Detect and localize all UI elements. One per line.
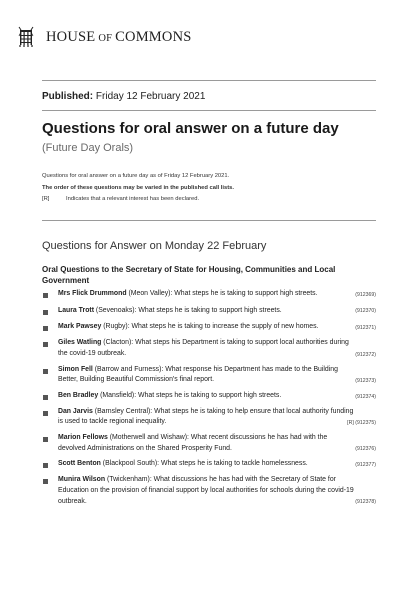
question-text: (Rugby): What steps he is taking to increase the supply of new homes. [101,323,319,331]
bullet-icon [43,326,48,331]
bullet-icon [43,342,48,347]
question-item [42,338,376,359]
org-name-of: OF [98,32,113,44]
question-list [42,289,376,507]
question-text: (Blackpool South): What steps he is taking to tackle homelessness. [100,460,308,468]
header [16,24,192,50]
intro-line-order: The order of these questions may be varied in the published call lists. [42,184,234,191]
bullet-icon [43,310,48,315]
org-name-house: HOUSE [46,28,96,45]
member-name: Ben Bradley [58,391,99,399]
org-name [46,29,192,46]
published-line [42,91,205,102]
section-heading: Questions for Answer on Monday 22 February [42,240,267,252]
member-name: Mrs Flick Drummond [58,290,127,297]
question-text: (Meon Valley): What steps he is taking to support high streets. [126,290,318,297]
question-number: (912370) [355,308,376,315]
question-number: (912373) [355,377,376,384]
intro-notes [42,171,376,206]
question-number: [R] (912375) [347,420,376,427]
question-number: (912377) [355,462,376,469]
question-number: (912372) [355,351,376,358]
question-item [42,365,376,386]
r-tag: [R] [42,196,50,202]
member-name: Mark Pawsey [58,323,102,331]
portcullis-logo-icon [16,25,36,49]
question-number: (912369) [355,291,376,298]
question-text: (Clacton): What steps his Department is taking to support local authorities during the covid-19 outbreak. [58,339,349,357]
department-heading: Oral Questions to the Secretary of State for Housing, Communities and Local Government [42,265,336,285]
question-item [42,433,376,454]
question-item [42,407,376,428]
question-item [42,289,376,300]
member-name: Laura Trott [58,306,94,314]
question-number: (912378) [355,499,376,506]
question-text: (Twickenham): What discussions he has had with the Secretary of State for Education on the provision of financial support by local authorities for schools during the covid-19 outbreak. [58,476,354,505]
bullet-icon [43,369,48,374]
member-name: Marion Fellows [58,434,108,442]
question-number: (912371) [355,325,376,332]
question-item [42,391,376,402]
bullet-icon [43,411,48,416]
member-name: Simon Fell [58,365,93,373]
question-item [42,306,376,317]
question-item [42,322,376,333]
question-item [42,475,376,507]
member-name: Scott Benton [58,460,101,468]
question-number: (912376) [355,446,376,453]
bullet-icon [43,293,48,298]
member-name: Munira Wilson [58,476,106,484]
question-text: (Motherwell and Wishaw): What recent discussions he has had with the devolved Administrations on the Shared Prosperity Fund. [58,434,328,452]
page-subtitle: (Future Day Orals) [42,142,134,154]
divider-top [42,80,376,81]
bullet-icon [43,479,48,484]
published-label: Published: [42,91,94,102]
member-name: Giles Watling [58,339,102,347]
bullet-icon [43,437,48,442]
member-name: Dan Jarvis [58,407,93,415]
divider-published [42,110,376,111]
question-item [42,459,376,470]
bullet-icon [43,395,48,400]
published-date: Friday 12 February 2021 [95,91,206,102]
bullet-icon [43,463,48,468]
divider-intro [42,220,376,221]
intro-line-asof: Questions for oral answer on a future day as of Friday 12 February 2021. [42,173,230,179]
question-number: (912374) [355,393,376,400]
intro-line-r [42,194,376,206]
question-text: (Barnsley Central): What steps he is taking to help ensure that local authority funding is used to tackle regional inequality. [58,407,354,426]
org-name-commons: COMMONS [115,28,192,45]
question-text: (Sevenoaks): What steps he is taking to support high streets. [94,306,282,314]
question-text: (Mansfield): What steps he is taking to support high streets. [98,391,282,399]
r-explanation: Indicates that a relevant interest has been declared. [66,196,200,202]
question-text: (Barrow and Furness): What response his Department has made to the Building Better, Building Beautiful Commission's final report. [58,365,338,384]
page-title: Questions for oral answer on a future day [42,120,339,137]
